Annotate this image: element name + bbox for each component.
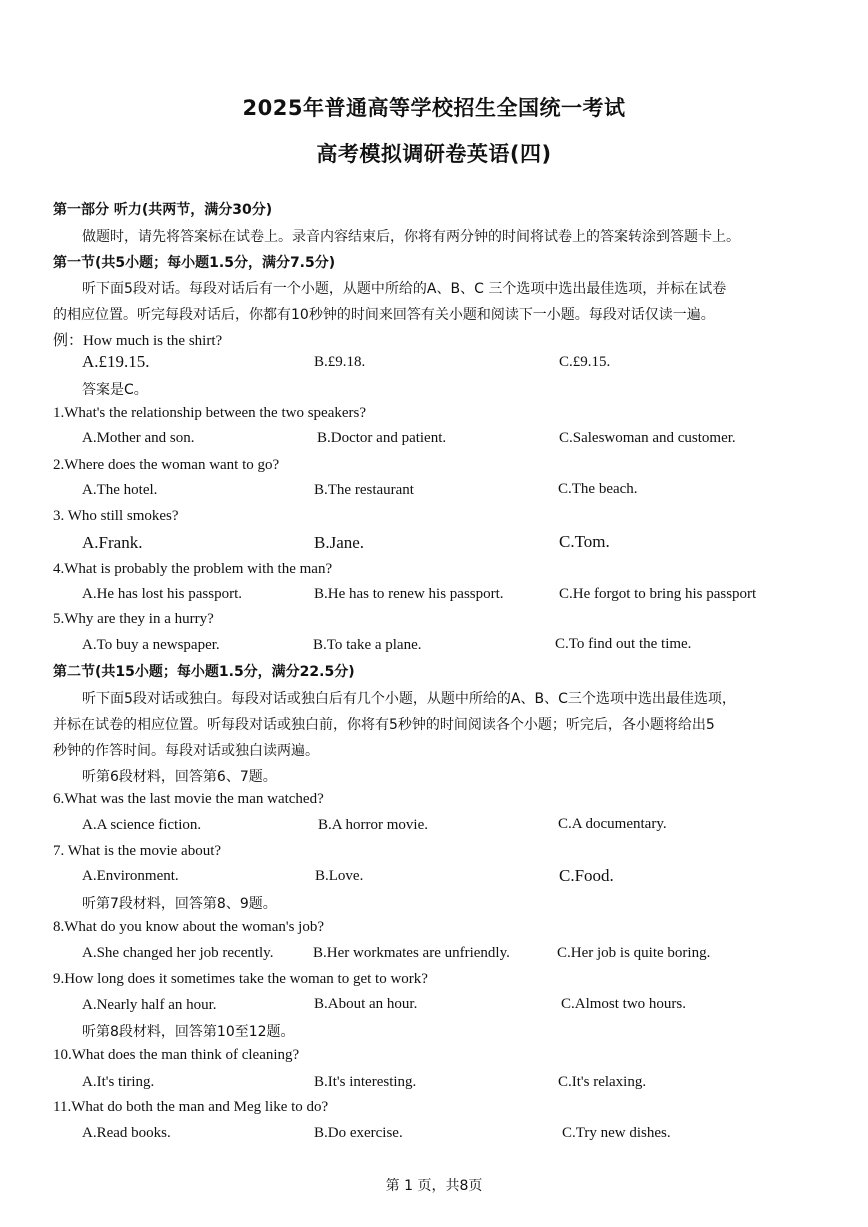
question-3: 3. Who still smokes? <box>53 508 179 524</box>
question-1-option-a: A.Mother and son. <box>82 430 195 446</box>
question-5-option-c: C.To find out the time. <box>555 636 692 652</box>
question-10-option-b: B.It's interesting. <box>314 1074 417 1090</box>
section1-heading: 第一节(共5小题；每小题1.5分，满分7.5分) <box>53 255 336 271</box>
section1-instruction-1: 听下面5段对话。每段对话后有一个小题，从题中所给的A、B、C 三个选项中选出最佳选项，并标在试卷 <box>82 281 727 297</box>
section1-instruction-2: 的相应位置。听完每段对话后，你都有10秒钟的时间来回答有关小题和阅读下一小题。每段对话仅读一遍。 <box>53 307 715 323</box>
exam-title: 2025年普通高等学校招生全国统一考试 <box>242 96 626 120</box>
question-10: 10.What does the man think of cleaning? <box>53 1047 300 1063</box>
question-6: 6.What was the last movie the man watched? <box>53 791 324 807</box>
question-6-option-b: B.A horror movie. <box>318 817 428 833</box>
question-3-option-a: A.Frank. <box>82 533 143 552</box>
part1-heading: 第一部分 听力(共两节，满分30分) <box>53 202 273 218</box>
question-8-option-b: B.Her workmates are unfriendly. <box>313 945 510 961</box>
question-2: 2.Where does the woman want to go? <box>53 457 280 473</box>
material-7-note: 听第7段材料，回答第8、9题。 <box>82 896 277 912</box>
question-8-option-c: C.Her job is quite boring. <box>557 945 711 961</box>
question-9-option-a: A.Nearly half an hour. <box>82 997 217 1013</box>
question-5-option-a: A.To buy a newspaper. <box>82 637 220 653</box>
question-7: 7. What is the movie about? <box>53 843 222 859</box>
question-9: 9.How long does it sometimes take the woman to get to work? <box>53 971 428 987</box>
question-5: 5.Why are they in a hurry? <box>53 611 214 627</box>
question-5-option-b: B.To take a plane. <box>313 637 422 653</box>
question-8: 8.What do you know about the woman's job? <box>53 919 324 935</box>
section2-heading: 第二节(共15小题；每小题1.5分，满分22.5分) <box>53 664 355 680</box>
exam-subtitle: 高考模拟调研卷英语(四) <box>316 142 552 166</box>
section2-instruction-3: 秒钟的作答时间。每段对话或独白读两遍。 <box>53 743 319 759</box>
question-2-option-b: B.The restaurant <box>314 482 414 498</box>
question-11: 11.What do both the man and Meg like to do? <box>53 1099 329 1115</box>
question-7-option-a: A.Environment. <box>82 868 179 884</box>
question-7-option-c: C.Food. <box>559 866 614 885</box>
question-10-option-a: A.It's tiring. <box>82 1074 155 1090</box>
example-question: 例：How much is the shirt? <box>53 333 223 349</box>
question-7-option-b: B.Love. <box>315 868 364 884</box>
example-option-c: C.£9.15. <box>559 354 611 370</box>
question-4: 4.What is probably the problem with the man? <box>53 561 333 577</box>
question-8-option-a: A.She changed her job recently. <box>82 945 274 961</box>
question-4-option-a: A.He has lost his passport. <box>82 586 242 602</box>
question-9-option-c: C.Almost two hours. <box>561 996 687 1012</box>
question-1: 1.What's the relationship between the two speakers? <box>53 405 367 421</box>
question-6-option-c: C.A documentary. <box>558 816 667 832</box>
question-3-option-b: B.Jane. <box>314 533 365 552</box>
question-4-option-b: B.He has to renew his passport. <box>314 586 504 602</box>
example-option-a: A.£19.15. <box>82 352 150 371</box>
question-4-option-c: C.He forgot to bring his passport <box>559 586 757 602</box>
question-11-option-b: B.Do exercise. <box>314 1125 403 1141</box>
material-8-note: 听第8段材料，回答第10至12题。 <box>82 1024 295 1040</box>
question-1-option-b: B.Doctor and patient. <box>317 430 447 446</box>
material-6-note: 听第6段材料，回答第6、7题。 <box>82 769 277 785</box>
question-1-option-c: C.Saleswoman and customer. <box>559 430 736 446</box>
example-answer: 答案是C。 <box>82 382 148 398</box>
question-10-option-c: C.It's relaxing. <box>558 1074 647 1090</box>
section2-instruction-1: 听下面5段对话或独白。每段对话或独白后有几个小题，从题中所给的A、B、C三个选项中选出最佳选项， <box>82 691 736 707</box>
part1-instruction: 做题时，请先将答案标在试卷上。录音内容结束后，你将有两分钟的时间将试卷上的答案转涂到答题卡上。 <box>82 229 740 245</box>
question-9-option-b: B.About an hour. <box>314 996 418 1012</box>
question-2-option-a: A.The hotel. <box>82 482 158 498</box>
section2-instruction-2: 并标在试卷的相应位置。听每段对话或独白前，你将有5秒钟的时间阅读各个小题；听完后，各小题将给出5 <box>53 717 715 733</box>
question-3-option-c: C.Tom. <box>559 532 610 551</box>
question-11-option-c: C.Try new dishes. <box>562 1125 671 1141</box>
question-6-option-a: A.A science fiction. <box>82 817 202 833</box>
page-number: 第 1 页，共8页 <box>385 1178 483 1194</box>
example-option-b: B.£9.18. <box>314 354 366 370</box>
question-11-option-a: A.Read books. <box>82 1125 171 1141</box>
question-2-option-c: C.The beach. <box>558 481 638 497</box>
